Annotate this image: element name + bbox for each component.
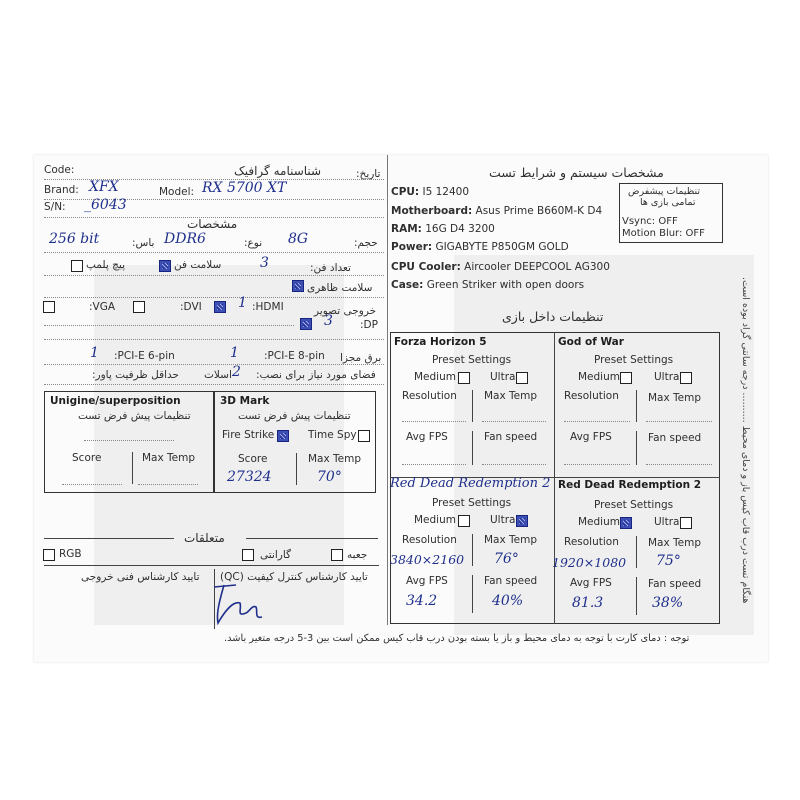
timespy-label: Time Spy <box>308 429 357 441</box>
appearance-checkbox[interactable] <box>292 280 304 292</box>
spec-sheet <box>34 155 768 662</box>
case-row <box>391 279 584 291</box>
gow-ultra-checkbox[interactable] <box>680 372 692 384</box>
divider <box>44 538 174 539</box>
divider <box>646 421 712 422</box>
rdr-a-ultra-checkbox[interactable] <box>516 515 528 527</box>
warranty-checkbox[interactable] <box>242 549 254 561</box>
bus-label: باس: <box>132 237 155 249</box>
mark3d-temp-value: 70° <box>317 469 342 485</box>
box-checkbox[interactable] <box>331 549 343 561</box>
qc-signature <box>206 579 266 629</box>
divider <box>44 384 384 385</box>
rdr-a-avgfps-label: Avg FPS <box>406 575 448 587</box>
ingame-settings-title: تنظیمات داخل بازی <box>502 309 604 324</box>
output-label: خروجی تصویر <box>314 305 377 317</box>
vsync-text: Vsync: OFF <box>622 216 678 227</box>
type-label: نوع: <box>244 237 263 249</box>
capacity-label: حجم: <box>354 237 378 249</box>
dp-checkbox[interactable] <box>300 318 312 330</box>
timespy-checkbox[interactable] <box>358 430 370 442</box>
gow-medium-label: Medium <box>578 371 620 383</box>
brand-label: Brand: <box>44 184 79 196</box>
ram-row <box>391 223 495 235</box>
power-value: GIGABYTE P850GM GOLD <box>435 241 569 253</box>
graphic-card-id-title: شناسنامه گرافیک <box>234 164 322 178</box>
date-label: تاریخ: <box>356 168 381 180</box>
rdr-b-fan-label: Fan speed <box>648 578 702 590</box>
tech-label: تایید کارشناس فنی خروجی <box>81 571 200 583</box>
forza-resolution-label: Resolution <box>402 390 457 402</box>
pcie8-value: 1 <box>230 345 239 361</box>
vga-checkbox[interactable] <box>43 301 55 313</box>
rdr-a-resolution-value: 3840×2160 <box>390 552 465 567</box>
gow-preset: Preset Settings <box>594 354 674 366</box>
power-row <box>391 241 569 253</box>
cpu-row <box>391 186 469 198</box>
divider <box>44 325 294 326</box>
gow-medium-checkbox[interactable] <box>620 372 632 384</box>
forza-fan-label: Fan speed <box>484 431 538 443</box>
code-label: Code: <box>44 164 75 176</box>
divider <box>62 484 122 485</box>
rdr-a-resolution-label: Resolution <box>402 534 457 546</box>
fan-health-label: سلامت فن <box>174 259 222 271</box>
divider <box>387 155 388 625</box>
divider <box>44 565 379 566</box>
hdmi-checkbox[interactable] <box>214 301 226 313</box>
capacity-value: 8G <box>288 231 309 247</box>
accessories-title: متعلقات <box>184 531 225 545</box>
slot-unit: اسلات <box>204 369 232 381</box>
divider <box>482 421 546 422</box>
ram-value: 16G D4 3200 <box>425 223 495 235</box>
dvi-label: :DVI <box>180 301 202 313</box>
divider <box>132 452 133 484</box>
sn-value: _6043 <box>84 197 127 213</box>
dp-value: 3 <box>324 313 333 329</box>
cooler-label: CPU Cooler: <box>391 261 461 273</box>
rdr-b-title: Red Dead Redemption 2 <box>558 479 702 491</box>
mark3d-preset: تنظیمات پیش فرض تست <box>238 410 351 422</box>
forza-preset: Preset Settings <box>432 354 512 366</box>
rdr-b-avgfps-label: Avg FPS <box>570 577 612 589</box>
rdr-b-ultra-label: Ultra <box>654 516 680 528</box>
cpu-value: I5 12400 <box>422 186 470 198</box>
pcie6-label: :PCI-E 6-pin <box>114 350 175 362</box>
divider <box>472 575 473 613</box>
gow-resolution-label: Resolution <box>564 390 619 402</box>
motherboard-label: Motherboard: <box>391 205 473 217</box>
divider <box>472 431 473 465</box>
model-value: RX 5700 XT <box>202 180 287 196</box>
unigine-title: Unigine/superposition <box>50 395 181 407</box>
brand-value: XFX <box>89 179 119 195</box>
rdr-a-fan-label: Fan speed <box>484 575 538 587</box>
divider <box>84 440 174 441</box>
divider <box>246 538 378 539</box>
cooler-row <box>391 261 610 273</box>
rdr-b-ultra-checkbox[interactable] <box>680 517 692 529</box>
rdr-a-medium-label: Medium <box>414 514 456 526</box>
type-value: DDR6 <box>164 231 206 247</box>
model-label: Model: <box>159 186 195 198</box>
divider <box>636 536 637 568</box>
divider <box>636 577 637 615</box>
ram-label: RAM: <box>391 223 422 235</box>
forza-ultra-checkbox[interactable] <box>516 372 528 384</box>
divider <box>636 431 637 465</box>
warranty-label: گارانتی <box>260 549 292 561</box>
unigine-preset: تنظیمات پیش فرض تست <box>78 410 191 422</box>
rdr-b-resolution-value: 1920×1080 <box>552 555 627 570</box>
system-specs-title: مشخصات سیستم و شرایط تست <box>489 165 664 180</box>
unigine-maxtemp-label: Max Temp <box>142 452 196 464</box>
appearance-label: سلامت ظاهری <box>307 282 373 294</box>
hdmi-value: 1 <box>238 295 247 311</box>
forza-title: Forza Horizon 5 <box>394 336 487 348</box>
divider <box>564 464 630 465</box>
mark3d-score-value: 27324 <box>227 469 272 485</box>
divider <box>646 464 712 465</box>
slot-value: 2 <box>232 364 241 380</box>
rdr-b-medium-checkbox[interactable] <box>620 517 632 529</box>
psu-label: حداقل ظرفیت پاور: <box>92 369 180 381</box>
rdr-a-medium-checkbox[interactable] <box>458 515 470 527</box>
rgb-checkbox[interactable] <box>43 549 55 561</box>
divider <box>296 453 297 485</box>
pcie8-label: :PCI-E 8-pin <box>264 350 325 362</box>
fan-health-checkbox[interactable] <box>159 260 171 272</box>
mark3d-score-label: Score <box>238 453 268 465</box>
case-value: Green Striker with open doors <box>426 279 585 291</box>
rdr-b-fan-value: 38% <box>652 595 684 611</box>
divider <box>402 421 466 422</box>
gow-fan-label: Fan speed <box>648 432 702 444</box>
gow-avgfps-label: Avg FPS <box>570 431 612 443</box>
divider <box>564 421 630 422</box>
firestrike-checkbox[interactable] <box>277 430 289 442</box>
motion-blur-text: Motion Blur: OFF <box>622 228 705 239</box>
rgb-label: RGB <box>59 548 82 560</box>
rdr-a-preset: Preset Settings <box>432 497 512 509</box>
divider <box>138 484 198 485</box>
unigine-score-label: Score <box>72 452 102 464</box>
divider <box>402 464 466 465</box>
divider <box>44 339 384 340</box>
footer-note: توجه : دمای کارت با توجه به دمای محیط و باز یا بسته بودن درب قاب کیس ممکن است بین 3-5 درجه متغیر باشد. <box>224 633 690 644</box>
divider <box>482 464 546 465</box>
rdr-b-temp-value: 75° <box>656 553 681 569</box>
vertical-note: هنگام تست درب قاب کیس باز و دمای محیط .......... درجه سانتی گراد بوده است. <box>740 276 751 603</box>
forza-maxtemp-label: Max Temp <box>484 390 538 402</box>
mark3d-maxtemp-label: Max Temp <box>308 453 362 465</box>
power-label: برق مجزا <box>340 352 382 364</box>
cooler-value: Aircooler DEEPCOOL AG300 <box>464 261 610 273</box>
forza-ultra-label: Ultra <box>490 371 516 383</box>
rdr-a-fan-value: 40% <box>492 593 524 609</box>
slot-label: فضای مورد نیاز برای نصب: <box>256 369 376 381</box>
screw-seal-label: پیچ پلمپ <box>86 259 125 271</box>
rdr-a-fps-value: 34.2 <box>406 593 438 609</box>
forza-medium-label: Medium <box>414 371 456 383</box>
rdr-a-maxtemp-label: Max Temp <box>484 534 538 546</box>
rdr-a-temp-value: 76° <box>494 551 519 567</box>
forza-avgfps-label: Avg FPS <box>406 431 448 443</box>
divider <box>44 252 384 253</box>
pcie6-value: 1 <box>90 345 99 361</box>
divider <box>44 364 384 365</box>
case-label: Case: <box>391 279 424 291</box>
bus-value: 256 bit <box>49 231 100 247</box>
fan-count-label: تعداد فن: <box>310 262 351 274</box>
rdr-a-title: Red Dead Redemption 2 <box>390 476 551 491</box>
vga-label: :VGA <box>89 301 116 313</box>
qc-label: تایید کارشناس کنترل کیفیت (QC) <box>220 571 368 583</box>
mark3d-title: 3D Mark <box>220 395 270 407</box>
dp-label: :DP <box>360 319 378 331</box>
power-label: Power: <box>391 241 433 253</box>
gow-title: God of War <box>558 336 624 348</box>
divider <box>472 534 473 566</box>
rdr-b-maxtemp-label: Max Temp <box>648 537 702 549</box>
forza-medium-checkbox[interactable] <box>458 372 470 384</box>
cpu-label: CPU: <box>391 186 420 198</box>
dvi-checkbox[interactable] <box>133 301 145 313</box>
divider <box>636 390 637 422</box>
note-line2: تمامی بازی ها <box>640 197 696 208</box>
sn-label: S/N: <box>44 201 66 213</box>
rdr-b-medium-label: Medium <box>578 516 620 528</box>
divider <box>44 297 384 298</box>
screw-seal-checkbox[interactable] <box>71 260 83 272</box>
rdr-b-fps-value: 81.3 <box>572 595 604 611</box>
divider <box>472 390 473 422</box>
hdmi-label: :HDMI <box>252 301 284 313</box>
firestrike-label: Fire Strike <box>222 429 275 441</box>
gow-ultra-label: Ultra <box>654 371 680 383</box>
note-line1: تنظیمات پیشفرض <box>628 186 701 197</box>
divider <box>44 217 384 218</box>
fan-count-value: 3 <box>260 255 269 271</box>
box-label: جعبه <box>347 549 368 561</box>
rdr-b-resolution-label: Resolution <box>564 536 619 548</box>
specs-title: مشخصات <box>187 217 238 231</box>
divider <box>44 275 384 276</box>
gow-maxtemp-label: Max Temp <box>648 392 702 404</box>
motherboard-value: Asus Prime B660M-K D4 <box>475 205 603 217</box>
motherboard-row <box>391 205 602 217</box>
rdr-a-ultra-label: Ultra <box>490 514 516 526</box>
rdr-b-preset: Preset Settings <box>594 499 674 511</box>
